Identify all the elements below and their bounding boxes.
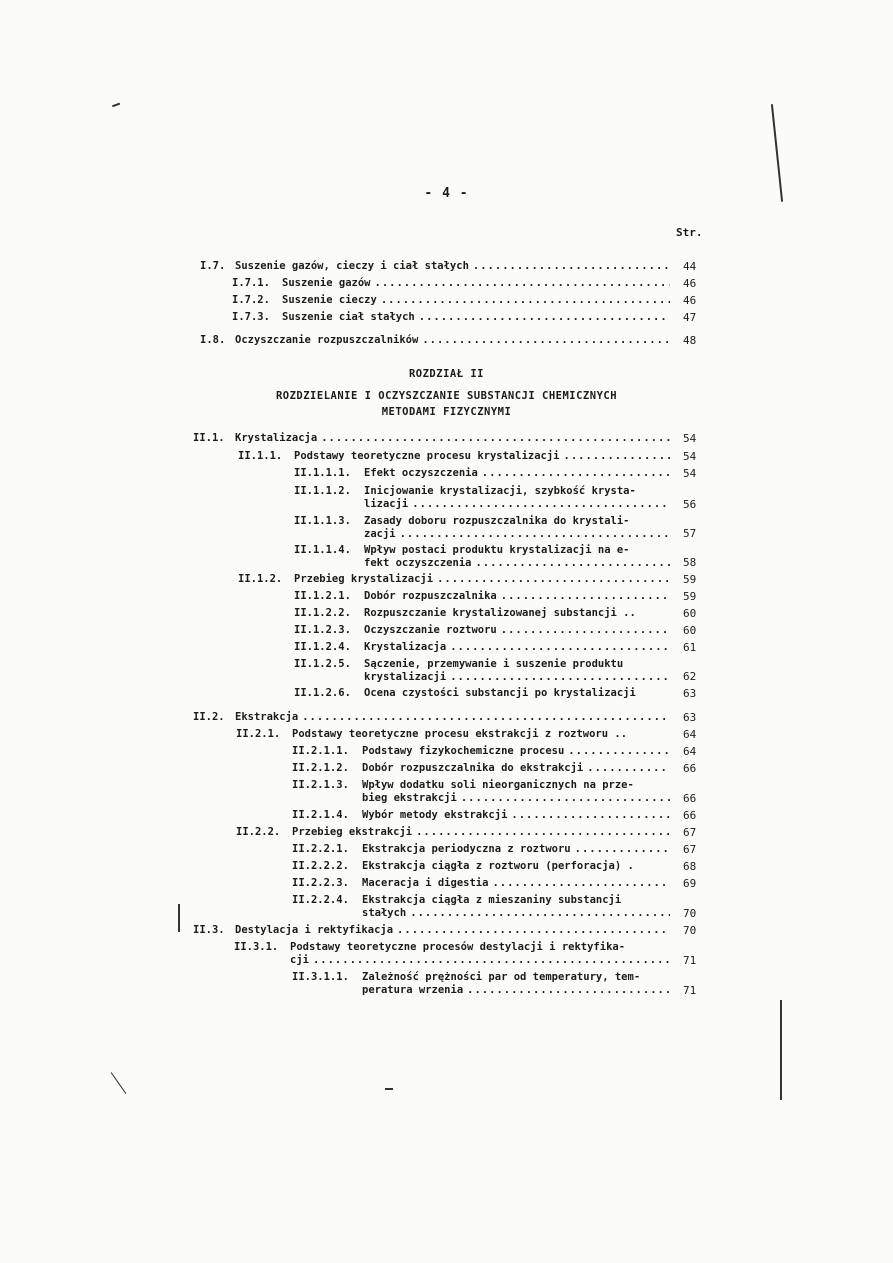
toc-entry-title-cont: fekt oczyszczenia bbox=[364, 557, 472, 569]
toc-entry-title: Przebieg krystalizacji bbox=[294, 573, 434, 585]
toc-entry-title: Dobór rozpuszczalnika bbox=[364, 590, 497, 602]
toc-entry-title: Destylacja i rektyfikacja bbox=[235, 924, 394, 936]
toc-entry-title: Krystalizacja bbox=[364, 641, 447, 653]
toc-entry-number: II.1.2.6. bbox=[294, 687, 351, 699]
toc-entry-number: II.2. bbox=[193, 711, 225, 723]
toc-entry-page: 64 bbox=[683, 745, 697, 758]
toc-entry-page: 70 bbox=[683, 907, 697, 920]
toc-entry-title: Dobór rozpuszczalnika do ekstrakcji bbox=[362, 762, 584, 774]
toc-entry-page: 54 bbox=[683, 450, 697, 463]
toc-entry-title: Suszenie ciał stałych bbox=[282, 311, 415, 323]
toc-entry-title-cont: stałych bbox=[362, 907, 407, 919]
toc-entry-number: II.3.1.1. bbox=[292, 971, 349, 983]
toc-entry-page: 69 bbox=[683, 877, 697, 890]
toc-entry-title: Oczyszczanie rozpuszczalników bbox=[235, 334, 419, 346]
toc-entry-title: Wpływ dodatku soli nieorganicznych na prze- bbox=[362, 779, 634, 791]
toc-entry bbox=[294, 607, 670, 620]
toc-entry-page: 66 bbox=[683, 809, 697, 822]
toc-entry-page: 71 bbox=[683, 954, 697, 967]
toc-entry-title: Suszenie gazów bbox=[282, 277, 371, 289]
toc-entry-number: II.1.2.1. bbox=[294, 590, 351, 602]
toc-entry bbox=[292, 877, 670, 890]
toc-entry-page: 67 bbox=[683, 843, 697, 856]
toc-entry bbox=[294, 658, 670, 684]
toc-entry-title: Oczyszczanie roztworu bbox=[364, 624, 497, 636]
toc-entry-title: Podstawy teoretyczne procesów destylacji i rektyfika- bbox=[290, 941, 626, 953]
toc-entry-number: I.7.2. bbox=[232, 294, 270, 306]
scan-mark bbox=[385, 1088, 393, 1090]
toc-entry-page: 58 bbox=[683, 556, 697, 569]
toc-entry-title: Krystalizacja bbox=[235, 432, 318, 444]
toc-entry bbox=[193, 924, 670, 937]
toc-entry bbox=[292, 971, 670, 997]
toc-entry-page: 54 bbox=[683, 432, 697, 445]
toc-entry-page: 68 bbox=[683, 860, 697, 873]
toc-entry bbox=[294, 485, 670, 511]
toc-entry-number: II.2.1. bbox=[236, 728, 281, 740]
toc-entry-page: 47 bbox=[683, 311, 697, 324]
toc-entry bbox=[292, 843, 670, 856]
chapter-label: ROZDZIAŁ II bbox=[408, 368, 485, 380]
toc-entry-title: Przebieg ekstrakcji bbox=[292, 826, 413, 838]
toc-entry bbox=[294, 624, 670, 637]
chapter-title-line2: METODAMI FIZYCZNYMI bbox=[381, 406, 512, 418]
toc-entry-number: II.1. bbox=[193, 432, 225, 444]
toc-entry-title: Ekstrakcja ciągła z mieszaniny substancji bbox=[362, 894, 622, 906]
toc-entry-number: II.2.1.3. bbox=[292, 779, 349, 791]
toc-entry bbox=[236, 728, 670, 741]
toc-entry-number: I.7. bbox=[200, 260, 226, 272]
toc-entry-page: 46 bbox=[683, 277, 697, 290]
toc-entry-title: Ekstrakcja bbox=[235, 711, 299, 723]
toc-entry-page: 59 bbox=[683, 573, 697, 586]
toc-entry-number: II.1.1. bbox=[238, 450, 283, 462]
toc-entry-title-cont: bieg ekstrakcji bbox=[362, 792, 457, 804]
chapter-title-line1: ROZDZIELANIE I OCZYSZCZANIE SUBSTANCJI CHEMICZNYCH bbox=[275, 390, 618, 402]
toc-entry-page: 44 bbox=[683, 260, 697, 273]
toc-entry-number: II.3.1. bbox=[234, 941, 279, 953]
toc-entry-title: Rozpuszczanie krystalizowanej substancji .. bbox=[364, 607, 636, 619]
toc-entry-page: 66 bbox=[683, 792, 697, 805]
toc-entry-title: Suszenie cieczy bbox=[282, 294, 377, 306]
toc-entry bbox=[292, 762, 670, 775]
toc-entry-page: 60 bbox=[683, 607, 697, 620]
toc-entry bbox=[200, 260, 670, 273]
toc-entry-title: Efekt oczyszczenia bbox=[364, 467, 478, 479]
toc-entry-title: Wybór metody ekstrakcji bbox=[362, 809, 508, 821]
toc-entry-number: II.1.1.1. bbox=[294, 467, 351, 479]
toc-entry-number: II.1.2. bbox=[238, 573, 283, 585]
toc-entry-title: Maceracja i digestia bbox=[362, 877, 489, 889]
toc-entry bbox=[234, 941, 670, 967]
toc-entry-title: Zależność prężności par od temperatury, tem- bbox=[362, 971, 641, 983]
toc-entry-number: II.2.1.2. bbox=[292, 762, 349, 774]
toc-entry-title: Wpływ postaci produktu krystalizacji na e- bbox=[364, 544, 630, 556]
toc-entry bbox=[294, 590, 670, 603]
page-number: - 4 - bbox=[424, 186, 469, 201]
toc-entry-page: 46 bbox=[683, 294, 697, 307]
toc-entry-number: I.7.1. bbox=[232, 277, 270, 289]
toc-entry-number: I.7.3. bbox=[232, 311, 270, 323]
toc-entry-title: Ocena czystości substancji po krystalizacji bbox=[364, 687, 636, 699]
toc-entry bbox=[294, 467, 670, 480]
toc-entry bbox=[294, 544, 670, 570]
toc-entry-title-cont: zacji bbox=[364, 528, 396, 540]
toc-entry bbox=[292, 860, 670, 873]
toc-entry-page: 48 bbox=[683, 334, 697, 347]
toc-entry bbox=[292, 809, 670, 822]
toc-entry-title-cont: peratura wrzenia bbox=[362, 984, 464, 996]
toc-entry-number: II.2.2. bbox=[236, 826, 281, 838]
toc-entry-title: Podstawy teoretyczne procesu krystalizacji bbox=[294, 450, 560, 462]
toc-entry bbox=[292, 894, 670, 920]
toc-entry bbox=[292, 779, 670, 805]
toc-entry-page: 56 bbox=[683, 498, 697, 511]
toc-entry-title: Sączenie, przemywanie i suszenie produktu bbox=[364, 658, 624, 670]
toc-entry-page: 57 bbox=[683, 527, 697, 540]
toc-entry bbox=[294, 687, 670, 700]
toc-entry-title: Ekstrakcja periodyczna z roztworu bbox=[362, 843, 571, 855]
toc-entry-title: Inicjowanie krystalizacji, szybkość krysta- bbox=[364, 485, 636, 497]
toc-entry bbox=[193, 711, 670, 724]
toc-entry bbox=[232, 311, 670, 324]
toc-entry-number: II.1.2.5. bbox=[294, 658, 351, 670]
toc-entry-number: II.1.1.3. bbox=[294, 515, 351, 527]
toc-entry-page: 63 bbox=[683, 711, 697, 724]
toc-entry-title: Zasady doboru rozpuszczalnika do krystali- bbox=[364, 515, 630, 527]
toc-entry-number: I.8. bbox=[200, 334, 226, 346]
scan-mark bbox=[112, 103, 120, 107]
toc-entry-number: II.2.2.3. bbox=[292, 877, 349, 889]
toc-entry-page: 71 bbox=[683, 984, 697, 997]
toc-entry-number: II.2.1.4. bbox=[292, 809, 349, 821]
toc-entry-number: II.1.1.4. bbox=[294, 544, 351, 556]
toc-entry-page: 61 bbox=[683, 641, 697, 654]
toc-entry-number: II.2.2.2. bbox=[292, 860, 349, 872]
toc-entry-page: 62 bbox=[683, 670, 697, 683]
toc-entry-number: II.1.1.2. bbox=[294, 485, 351, 497]
toc-entry-title: Ekstrakcja ciągła z roztworu (perforacja) . bbox=[362, 860, 634, 872]
toc-entry-page: 64 bbox=[683, 728, 697, 741]
toc-entry-title-cont: krystalizacji bbox=[364, 671, 447, 683]
toc-entry-page: 60 bbox=[683, 624, 697, 637]
toc-entry-title: Podstawy teoretyczne procesu ekstrakcji z roztworu .. bbox=[292, 728, 628, 740]
toc-entry bbox=[232, 277, 670, 290]
toc-entry-number: II.2.2.4. bbox=[292, 894, 349, 906]
toc-entry-page: 70 bbox=[683, 924, 697, 937]
toc-entry bbox=[238, 573, 670, 586]
toc-entry-page: 66 bbox=[683, 762, 697, 775]
toc-entry bbox=[294, 641, 670, 654]
toc-entry-page: 63 bbox=[683, 687, 697, 700]
toc-entry bbox=[238, 450, 670, 463]
page-column-header: Str. bbox=[676, 226, 703, 239]
toc-entry-number: II.1.2.3. bbox=[294, 624, 351, 636]
margin-bracket bbox=[178, 904, 180, 932]
toc-entry-title: Podstawy fizykochemiczne procesu bbox=[362, 745, 565, 757]
scan-mark bbox=[111, 1072, 127, 1094]
toc-entry bbox=[193, 432, 670, 445]
toc-entry bbox=[200, 334, 670, 347]
toc-entry bbox=[292, 745, 670, 758]
toc-entry-title-cont: lizacji bbox=[364, 498, 409, 510]
toc-entry bbox=[294, 515, 670, 541]
scan-edge-line bbox=[780, 1000, 782, 1100]
toc-entry bbox=[232, 294, 670, 307]
toc-entry-number: II.2.1.1. bbox=[292, 745, 349, 757]
toc-entry-title-cont: cji bbox=[290, 954, 309, 966]
toc-entry-title: Suszenie gazów, cieczy i ciał stałych bbox=[235, 260, 469, 272]
toc-entry-number: II.3. bbox=[193, 924, 225, 936]
toc-entry-number: II.2.2.1. bbox=[292, 843, 349, 855]
toc-entry-number: II.1.2.4. bbox=[294, 641, 351, 653]
toc-entry bbox=[236, 826, 670, 839]
toc-entry-page: 54 bbox=[683, 467, 697, 480]
toc-entry-page: 67 bbox=[683, 826, 697, 839]
toc-entry-number: II.1.2.2. bbox=[294, 607, 351, 619]
toc-entry-page: 59 bbox=[683, 590, 697, 603]
